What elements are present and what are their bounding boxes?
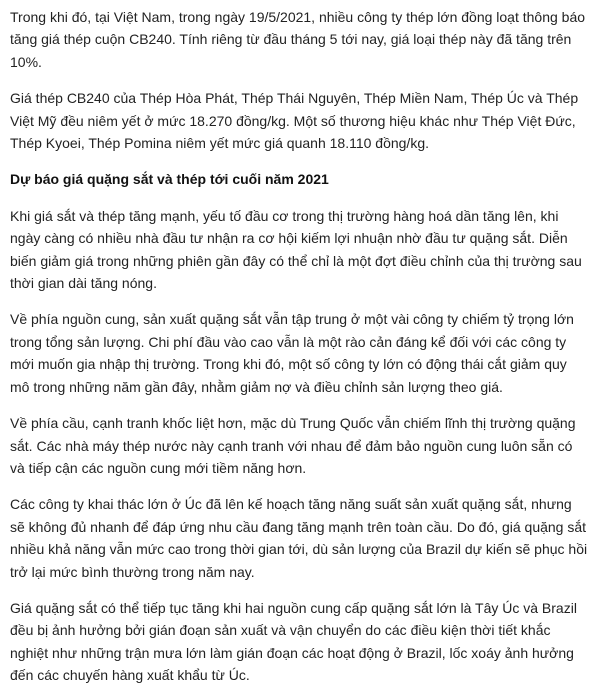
paragraph-speculation: Khi giá sắt và thép tăng mạnh, yếu tố đầu cơ trong thị trường hàng hoá dần tăng lên, khi ngày càng có nhiều nhà đầu tư nhận ra cơ hội kiếm lợi nhuận nhờ đầu tư quặng sắt. Diễn biến giảm giá trong những phiên gần đây có thể chỉ là một đợt điều chỉnh của thị trường sau thời gian dài tăng nóng.	[10, 207, 582, 292]
paragraph-cb240-listed-prices: Giá thép CB240 của Thép Hòa Phát, Thép Thái Nguyên, Thép Miền Nam, Thép Úc và Thép Việt Mỹ đều niêm yết ở mức 18.270 đồng/kg. Một số thương hiệu khác như Thép Việt Đức, Thép Kyoei, Thép Pomina niêm yết mức giá quanh 18.110 đồng/kg.	[10, 90, 579, 152]
paragraph-demand-side: Về phía cầu, cạnh tranh khốc liệt hơn, mặc dù Trung Quốc vẫn chiếm lĩnh thị trường quặng sắt. Các nhà máy thép nước này cạnh tranh với nhau để đảm bảo nguồn cung luôn sẵn có và tiếp cận các nguồn cung mới tiềm năng hơn.	[10, 415, 576, 476]
paragraph-australia-production: Các công ty khai thác lớn ở Úc đã lên kế hoạch tăng năng suất sản xuất quặng sắt, nhưng sẽ không đủ nhanh để đáp ứng nhu cầu đang tăng mạnh trên toàn cầu. Do đó, giá quặng sắt nhiều khả năng vẫn mức cao trong thời gian tới, dù sản lượng của Brazil dự kiến sẽ phục hồi trở lại mức bình thường trong năm nay.	[10, 496, 588, 580]
paragraph-supply-side: Về phía nguồn cung, sản xuất quặng sắt vẫn tập trung ở một vài công ty chiếm tỷ trọng lớn trong tổng sản lượng. Chi phí đầu vào cao vẫn là một rào cản đáng kể đối với các công ty mới muốn gia nhập thị trường. Trong khi đó, một số công ty lớn có động thái cắt giảm quy mô trong những năm gần đây, nhằm giảm nợ và điều chỉnh sản lượng theo giá.	[10, 311, 574, 395]
section-heading: Dự báo giá quặng sắt và thép tới cuối năm 2021	[10, 171, 329, 188]
paragraph-steel-price-increase: Trong khi đó, tại Việt Nam, trong ngày 19/5/2021, nhiều công ty thép lớn đồng loạt thông báo tăng giá thép cuộn CB240. Tính riêng từ đầu tháng 5 tới nay, giá loại thép này đã tăng trên 10%.	[10, 9, 586, 70]
paragraph-weather-disruption: Giá quặng sắt có thể tiếp tục tăng khi hai nguồn cung cấp quặng sắt lớn là Tây Úc và Brazil đều bị ảnh hưởng bởi gián đoạn sản xuất và vận chuyển do các điều kiện thời tiết khắc nghiệt như những trận mưa lớn làm gián đoạn các hoạt động ở Brazil, lốc xoáy ảnh hưởng đến các chuyến hàng xuất khẩu từ Úc.	[10, 599, 577, 684]
